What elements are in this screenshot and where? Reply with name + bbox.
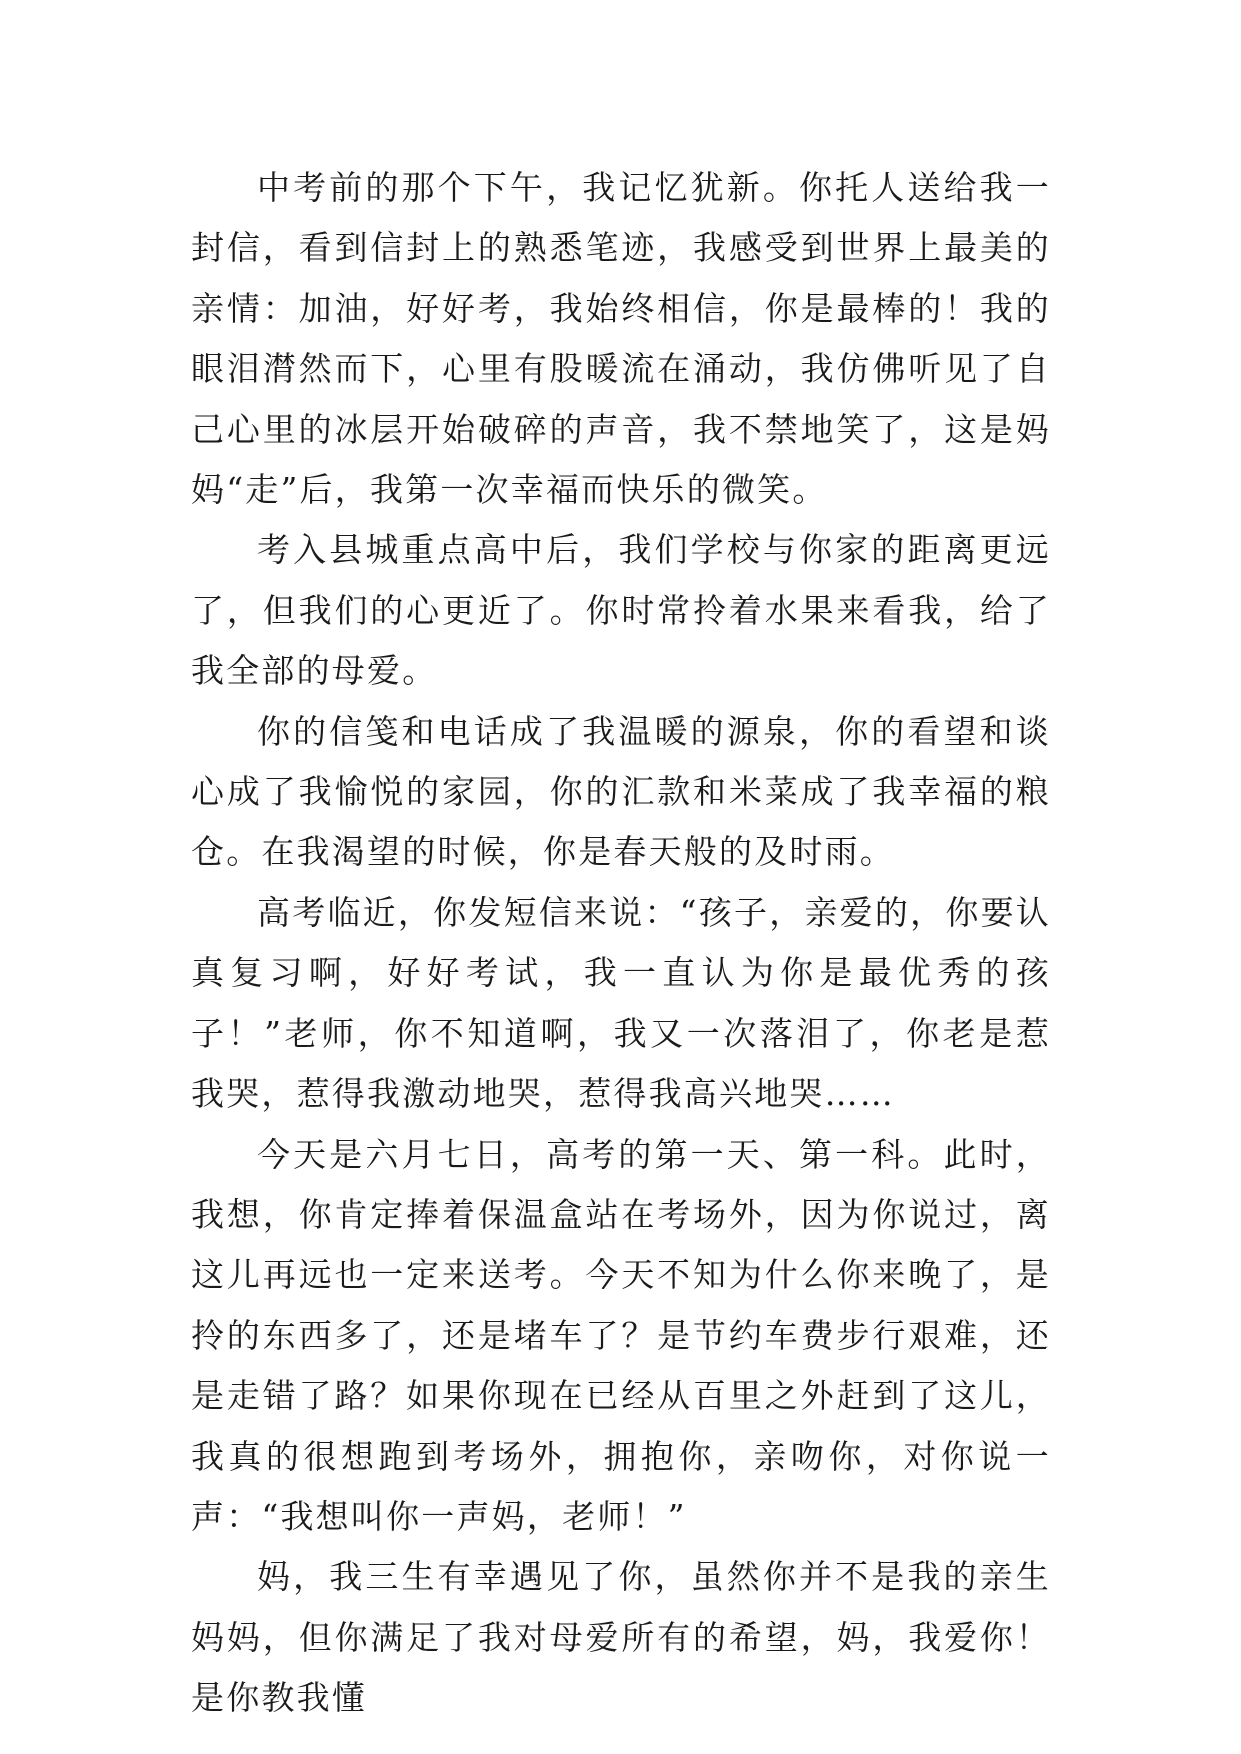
- paragraph-3: 你的信笺和电话成了我温暖的源泉，你的看望和谈心成了我愉悦的家园，你的汇款和米菜成了我幸福的粮仓。在我渴望的时候，你是春天般的及时雨。: [191, 711, 1051, 872]
- paragraph-2: 考入县城重点高中后，我们学校与你家的距离更远了，但我们的心更近了。你时常拎着水果来看我，给了我全部的母爱。: [191, 530, 1051, 691]
- paragraph-1: 中考前的那个下午，我记忆犹新。你托人送给我一封信，看到信封上的熟悉笔迹，我感受到世界上最美的亲情：加油，好好考，我始终相信，你是最棒的！我的眼泪潸然而下，心里有股暖流在涌动，我仿佛听见了自己心里的冰层开始破碎的声音，我不禁地笑了，这是妈妈“走”后，我第一次幸福而快乐的微笑。: [191, 168, 1051, 510]
- paragraph-6: 妈，我三生有幸遇见了你，虽然你并不是我的亲生妈妈，但你满足了我对母爱所有的希望，妈，我爱你！是你教我懂: [191, 1557, 1051, 1718]
- paragraph-4: 高考临近，你发短信来说：“孩子，亲爱的，你要认真复习啊，好好考试，我一直认为你是最优秀的孩子！”老师，你不知道啊，我又一次落泪了，你老是惹我哭，惹得我激动地哭，惹得我高兴地哭……: [191, 892, 1051, 1114]
- document-body: [191, 158, 1051, 1729]
- paragraph-5: 今天是六月七日，高考的第一天、第一科。此时，我想，你肯定捧着保温盒站在考场外，因为你说过，离这儿再远也一定来送考。今天不知为什么你来晚了，是拎的东西多了，还是堵车了？是节约车费步行艰难，还是走错了路？如果你现在已经从百里之外赶到了这儿，我真的很想跑到考场外，拥抱你，亲吻你，对你说一声：“我想叫你一声妈，老师！”: [191, 1134, 1051, 1536]
